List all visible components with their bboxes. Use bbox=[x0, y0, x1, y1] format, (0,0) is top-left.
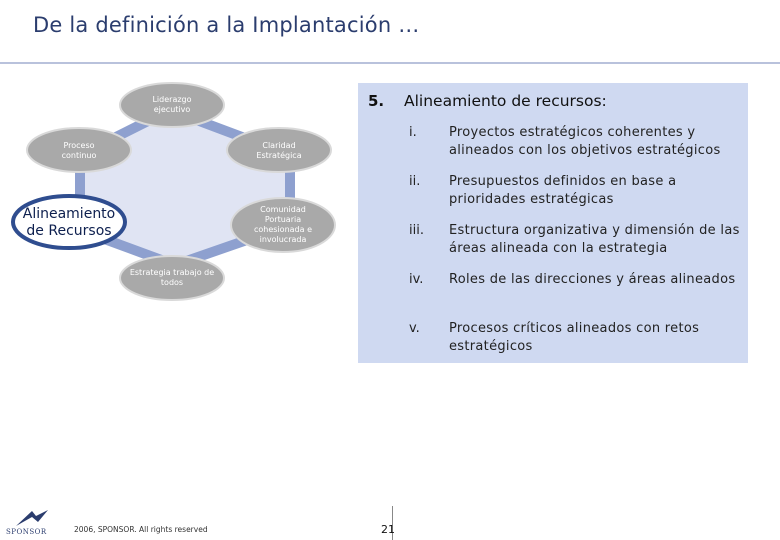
page-title: De la definición a la Implantación … bbox=[33, 13, 420, 37]
main-node-label: Alineamiento de Recursos bbox=[22, 206, 116, 239]
node-label-comunidad: Comunidad Portuaria cohesionada e involucrada bbox=[254, 205, 312, 244]
node-label-claridad: Claridad Estratégica bbox=[256, 141, 302, 160]
node-label-liderazgo: Liderazgo ejecutivo bbox=[152, 95, 192, 114]
list-item-text: Roles de las direcciones y áreas alineados bbox=[449, 272, 736, 287]
sponsor-logo-icon bbox=[14, 508, 50, 528]
node-label-proceso: Proceso continuo bbox=[61, 141, 97, 160]
node-label-estrategia: Estrategia trabajo de todos bbox=[129, 268, 215, 287]
list-item-numeral: ii. bbox=[409, 174, 421, 189]
list-item-numeral: i. bbox=[409, 125, 417, 140]
list-item-numeral: v. bbox=[409, 321, 420, 336]
section-heading: Alineamiento de recursos: bbox=[404, 92, 607, 110]
page-number: 21 bbox=[381, 523, 395, 536]
footer-logo-text: SPONSOR bbox=[6, 528, 47, 536]
list-item-text: Estructura organizativa y dimensión de las áreas alineada con la estrategia bbox=[449, 223, 740, 256]
section-number: 5. bbox=[368, 92, 385, 110]
list-item-numeral: iii. bbox=[409, 223, 424, 238]
list-item-text: Presupuestos definidos en base a prioridades estratégicas bbox=[449, 174, 677, 207]
footer-copyright: 2006, SPONSOR. All rights reserved bbox=[74, 525, 208, 534]
list-item-text: Procesos críticos alineados con retos estratégicos bbox=[449, 321, 700, 354]
list-item-text: Proyectos estratégicos coherentes y alineados con los objetivos estratégicos bbox=[449, 125, 721, 158]
list-item-numeral: iv. bbox=[409, 272, 424, 287]
